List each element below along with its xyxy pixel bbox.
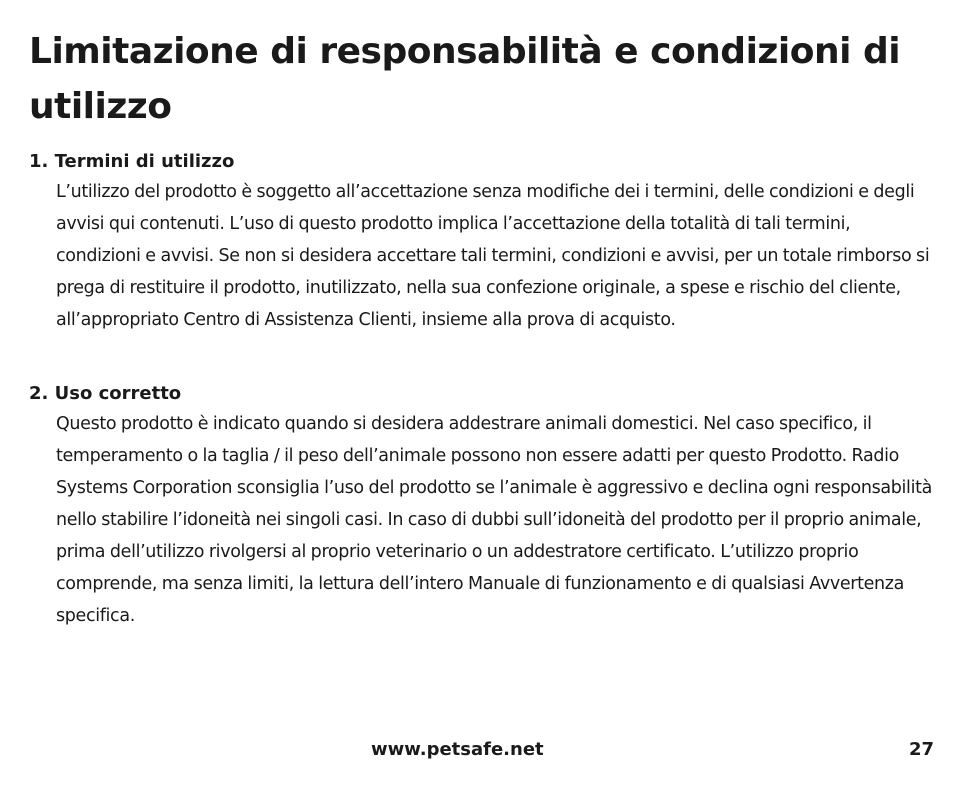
section-heading: 1. Termini di utilizzo — [29, 151, 235, 172]
section-terms-of-use — [29, 148, 929, 336]
footer-website-url: www.petsafe.net — [371, 739, 544, 760]
page-title: Limitazione di responsabilità e condizioni di utilizzo — [29, 31, 901, 127]
page-number: 27 — [908, 739, 934, 760]
section-body: Questo prodotto è indicato quando si desidera addestrare animali domestici. Nel caso specifico, il temperamento o la taglia / il peso dell’animale possono non essere adatti per questo Prodotto. Radio Systems Corporation sconsiglia l’uso del prodotto se l’animale è aggressivo e declina ogni responsabilità nello stabilire l’idoneità nei singoli casi. In caso di dubbi sull’idoneità del prodotto per il proprio animale, prima dell’utilizzo rivolgersi al proprio veterinario o un addestratore certificato. L’utilizzo proprio comprende, ma senza limiti, la lettura dell’intero Manuale di funzionamento e di qualsiasi Avvertenza specifica. — [56, 414, 932, 626]
section-proper-use — [29, 380, 932, 632]
section-heading: 2. Uso corretto — [29, 383, 182, 404]
section-body: L’utilizzo del prodotto è soggetto all’accettazione senza modifiche dei i termini, delle condizioni e degli avvisi qui contenuti. L’uso di questo prodotto implica l’accettazione della totalità di tali termini, condizioni e avvisi. Se non si desidera accettare tali termini, condizioni e avvisi, per un totale rimborso si prega di restituire il prodotto, inutilizzato, nella sua confezione originale, a spese e rischio del cliente, all’appropriato Centro di Assistenza Clienti, insieme alla prova di acquisto. — [56, 182, 930, 330]
